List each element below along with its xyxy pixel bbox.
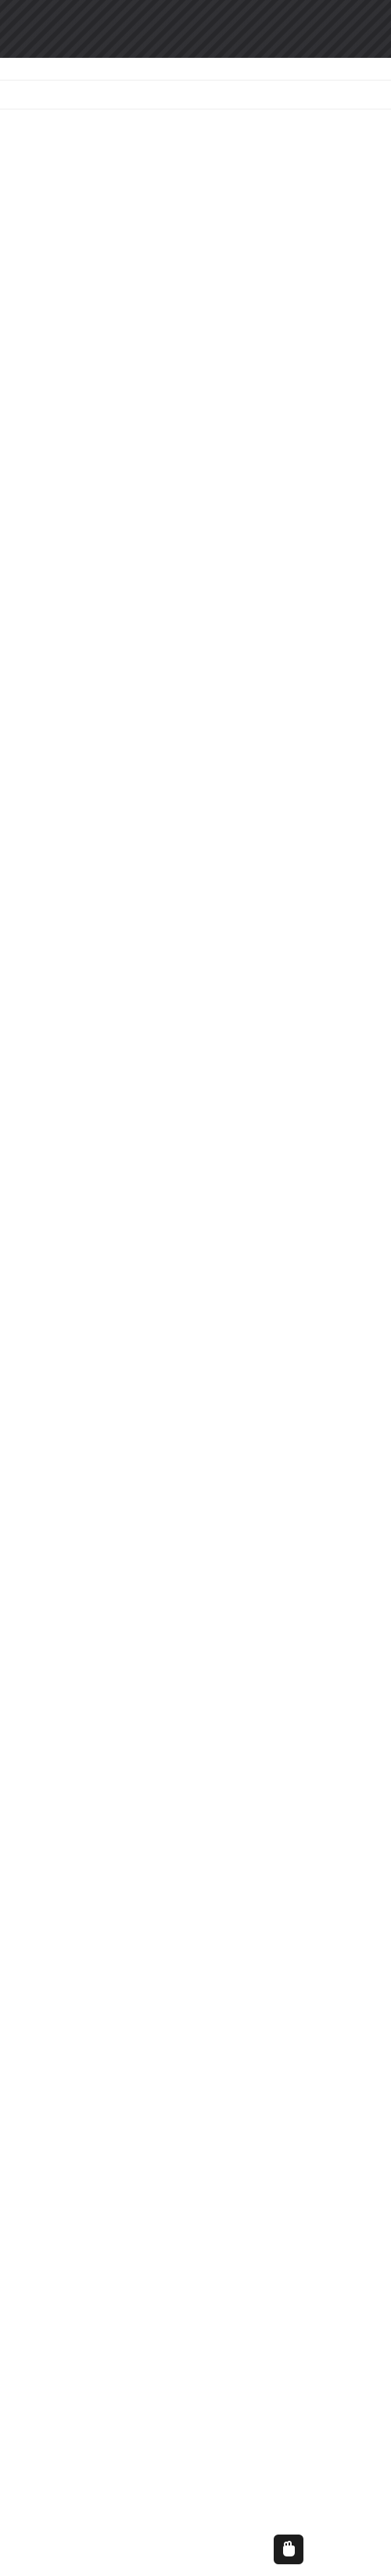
site-watermark (274, 2532, 383, 2567)
header-background-pattern (0, 0, 391, 58)
article-body (0, 109, 391, 2518)
fist-logo-icon (274, 2535, 303, 2564)
article-header (0, 0, 391, 58)
breadcrumb (0, 58, 391, 81)
chapter-heading (0, 81, 391, 109)
